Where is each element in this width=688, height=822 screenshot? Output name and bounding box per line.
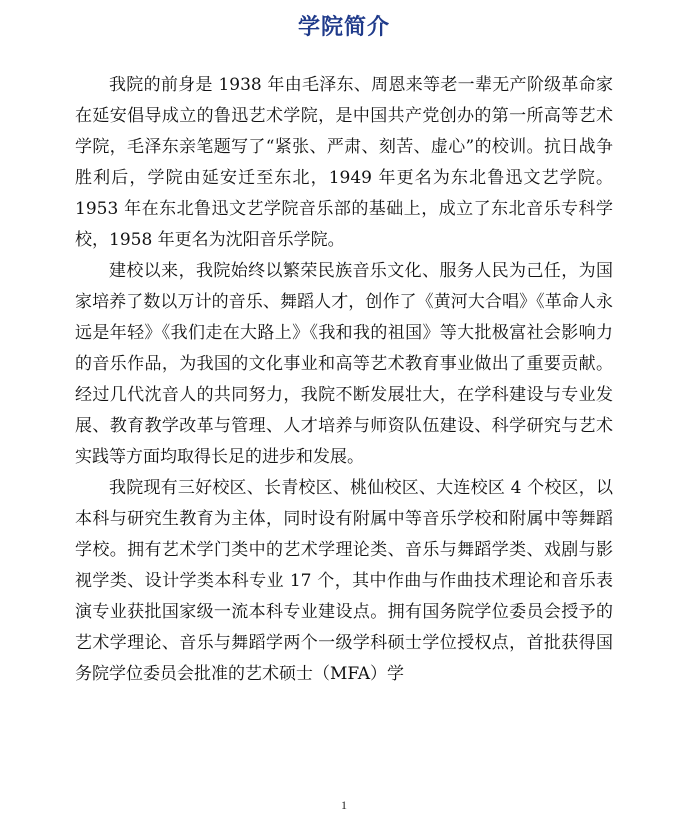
paragraph-history: 我院的前身是 1938 年由毛泽东、周恩来等老一辈无产阶级革命家在延安倡导成立的鲁迅艺术学院，是中国共产党创办的第一所高等艺术学院，毛泽东亲笔题写了“紧张、严肃、刻苦、虚心”的校训。抗日战争胜利后，学院由延安迁至东北，1949 年更名为东北鲁迅文艺学院。1953 年在东北鲁迅文艺学院音乐部的基础上，成立了东北音乐专科学校，1958 年更名为沈阳音乐学院。	[75, 75, 613, 250]
page-number: 1	[341, 798, 347, 812]
paragraph-achievements: 建校以来，我院始终以繁荣民族音乐文化、服务人民为己任，为国家培养了数以万计的音乐、舞蹈人才，创作了《黄河大合唱》《革命人永远是年轻》《我们走在大路上》《我和我的祖国》等大批极富社会影响力的音乐作品，为我国的文化事业和高等艺术教育事业做出了重要贡献。经过几代沈音人的共同努力，我院不断发展壮大，在学科建设与专业发展、教育教学改革与管理、人才培养与师资队伍建设、科学研究与艺术实践等方面均取得长足的进步和发展。	[75, 261, 613, 467]
document-body	[75, 70, 613, 690]
paragraph-campuses: 我院现有三好校区、长青校区、桃仙校区、大连校区 4 个校区，以本科与研究生教育为主体，同时设有附属中等音乐学校和附属中等舞蹈学校。拥有艺术学门类中的艺术学理论类、音乐与舞蹈学类、戏剧与影视学类、设计学类本科专业 17 个，其中作曲与作曲技术理论和音乐表演专业获批国家级一流本科专业建设点。拥有国务院学位委员会授予的艺术学理论、音乐与舞蹈学两个一级学科硕士学位授权点，首批获得国务院学位委员会批准的艺术硕士（MFA）学	[75, 478, 613, 684]
page-title: 学院简介	[297, 14, 390, 40]
